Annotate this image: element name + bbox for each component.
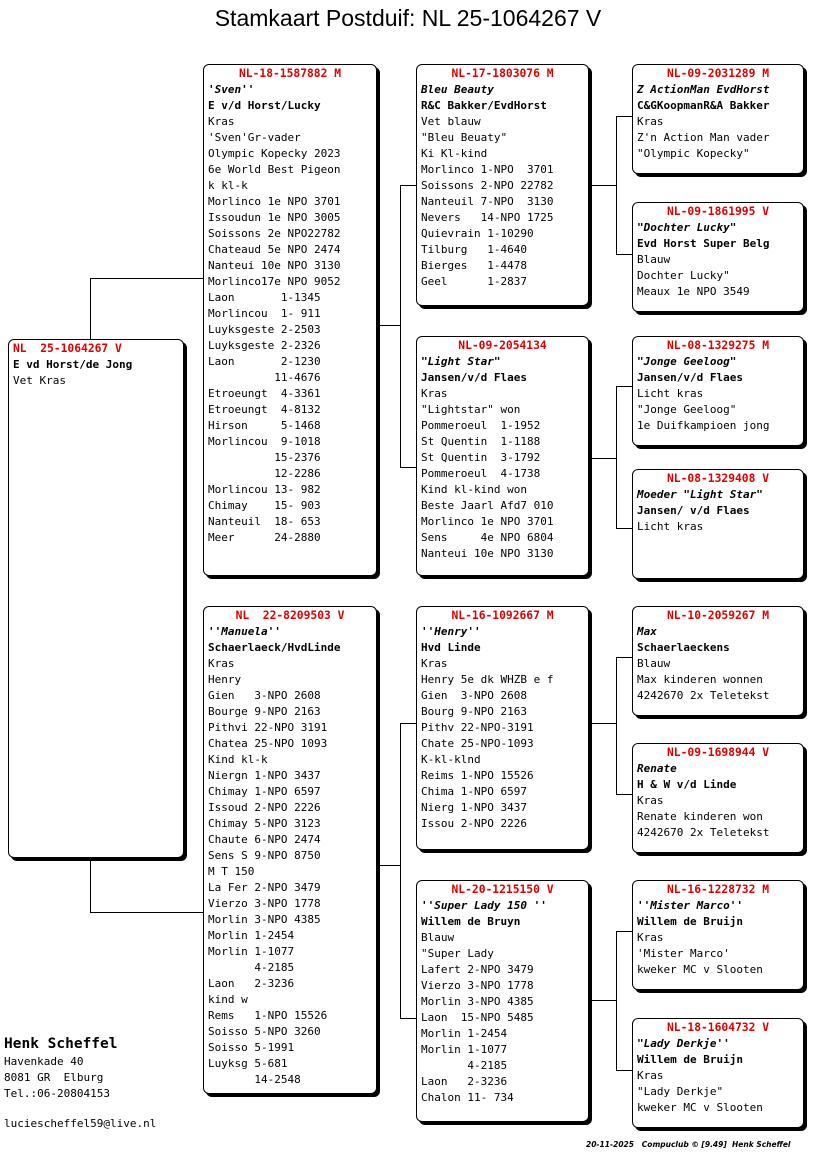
mmm-breeder: Willem de Bruijn — [637, 1053, 743, 1066]
fmf-breeder: Jansen/v/d Flaes — [637, 371, 743, 384]
detail-line: Nanteuil 7-NPO 3130 — [421, 195, 554, 208]
detail-line: Chate 25-NPO-1093 — [421, 737, 534, 750]
owner-name: Henk Scheffel — [4, 1036, 118, 1052]
ff-ring: NL-17-1803076 M — [451, 67, 554, 80]
father-breeder: E v/d Horst/Lucky — [208, 99, 321, 112]
detail-line: Beste Jaarl Afd7 010 — [421, 499, 554, 512]
detail-line: Pommeroeul 1-1952 — [421, 419, 541, 432]
detail-line: Lafert 2-NPO 3479 — [421, 963, 534, 976]
owner-address: Havenkade 40 — [4, 1055, 84, 1068]
detail-line: Laon 2-1230 — [208, 355, 321, 368]
fmm-name: Moeder "Light Star" — [637, 488, 763, 501]
detail-line: Henry — [208, 673, 242, 686]
detail-line: Bourg 9-NPO 2163 — [421, 705, 527, 718]
detail-line: St Quentin 1-1188 — [421, 435, 541, 448]
mm-details — [421, 930, 584, 1106]
detail-line: 11-4676 — [208, 371, 321, 384]
detail-line: Henry 5e dk WHZB e f — [421, 673, 554, 686]
detail-line: Max kinderen wonnen — [637, 673, 763, 686]
detail-line: Ki Kl-kind — [421, 147, 488, 160]
mother-breeder: Schaerlaeck/HvdLinde — [208, 641, 341, 654]
detail-line: 'Mister Marco' — [637, 947, 730, 960]
detail-line: "Super Lady — [421, 947, 494, 960]
mfm-ring: NL-09-1698944 V — [666, 746, 770, 759]
father-details — [208, 114, 372, 546]
detail-line: Issoud 2-NPO 2226 — [208, 801, 321, 814]
detail-line: St Quentin 3-1792 — [421, 451, 541, 464]
detail-line: Nanteui 10e NPO 3130 — [208, 259, 341, 272]
mf-name: ''Henry'' — [421, 625, 481, 638]
detail-line: Issoudun 1e NPO 3005 — [208, 211, 341, 224]
detail-line: kweker MC v Slooten — [637, 1101, 763, 1114]
detail-line: Licht kras — [637, 520, 704, 533]
detail-line: Kind kl-kind won — [421, 483, 527, 496]
detail-line: Chimay 1-NPO 6597 — [208, 785, 321, 798]
mmf-details — [637, 930, 799, 978]
detail-line: Rems 1-NPO 15526 — [208, 1009, 328, 1022]
detail-line: Gien 3-NPO 2608 — [421, 689, 527, 702]
detail-line: Morlinco17e NPO 9052 — [208, 275, 341, 288]
detail-line: Etroeungt 4-3361 — [208, 387, 321, 400]
mmf-breeder: Willem de Bruijn — [637, 915, 743, 928]
subject-line: Vet Kras — [13, 374, 66, 387]
detail-line: Issou 2-NPO 2226 — [421, 817, 527, 830]
detail-line: Bourge 9-NPO 2163 — [208, 705, 321, 718]
mf-card[interactable] — [416, 606, 589, 850]
father-ring: NL-18-1587882 M — [238, 67, 342, 80]
detail-line: Chaute 6-NPO 2474 — [208, 833, 321, 846]
detail-line: 1e Duifkampioen jong — [637, 419, 770, 432]
detail-line: Laon 15-NPO 5485 — [421, 1011, 534, 1024]
owner-city: 8081 GR Elburg — [4, 1071, 104, 1084]
detail-line: Soisso 5-1991 — [208, 1041, 295, 1054]
detail-line: kind w — [208, 993, 248, 1006]
page-title: Stamkaart Postduif: NL 25-1064267 V — [214, 5, 602, 31]
detail-line: 15-2376 — [208, 451, 321, 464]
detail-line: Geel 1-2837 — [421, 275, 527, 288]
detail-line: La Fer 2-NPO 3479 — [208, 881, 321, 894]
detail-line: Soissons 2e NPO22782 — [208, 227, 341, 240]
subject-ring: NL 25-1064267 V — [13, 342, 122, 355]
ffm-ring: NL-09-1861995 V — [666, 205, 770, 218]
detail-line: Hirson 5-1468 — [208, 419, 321, 432]
detail-line: Morlin 1-2454 — [208, 929, 295, 942]
owner-block — [4, 1034, 156, 1132]
detail-line: "Bleu Beuaty" — [421, 131, 508, 144]
mm-breeder: Willem de Bruyn — [421, 915, 521, 928]
detail-line: Morlin 3-NPO 4385 — [421, 995, 534, 1008]
subject-card[interactable] — [8, 339, 184, 858]
detail-line: Dochter Lucky" — [637, 269, 730, 282]
ff-card[interactable] — [416, 64, 589, 306]
detail-line: Chimay 5-NPO 3123 — [208, 817, 321, 830]
detail-line: Pommeroeul 4-1738 — [421, 467, 541, 480]
detail-line: Kras — [421, 657, 448, 670]
subject-line: E vd Horst/de Jong — [13, 358, 133, 371]
fmf-ring: NL-08-1329275 M — [666, 339, 770, 352]
fmm-card[interactable] — [632, 469, 804, 579]
fm-breeder: Jansen/v/d Flaes — [421, 371, 527, 384]
fff-breeder: C&GKoopmanR&A Bakker — [637, 99, 770, 112]
detail-line: Nevers 14-NPO 1725 — [421, 211, 554, 224]
fmm-ring: NL-08-1329408 V — [666, 472, 770, 485]
detail-line: Blauw — [637, 657, 671, 670]
detail-line: Chatea 25-NPO 1093 — [208, 737, 328, 750]
fmf-details — [637, 386, 799, 434]
detail-line: Soisso 5-NPO 3260 — [208, 1025, 321, 1038]
detail-line: K-kl-klnd — [421, 753, 481, 766]
detail-line: Z'n Action Man vader — [637, 131, 770, 144]
detail-line: Luyksg 5-681 — [208, 1057, 288, 1070]
detail-line: Chateaud 5e NPO 2474 — [208, 243, 341, 256]
detail-line: Reims 1-NPO 15526 — [421, 769, 534, 782]
detail-line: "Lightstar" won — [421, 403, 521, 416]
detail-line: Renate kinderen won — [637, 810, 763, 823]
fm-card[interactable] — [416, 336, 589, 576]
detail-line: Olympic Kopecky 2023 — [208, 147, 341, 160]
mmf-ring: NL-16-1228732 M — [666, 883, 770, 896]
mfm-card[interactable] — [632, 743, 804, 853]
mfm-breeder: H & W v/d Linde — [637, 778, 737, 791]
detail-line: Morlinco 1e NPO 3701 — [208, 195, 341, 208]
mff-breeder: Schaerlaeckens — [637, 641, 730, 654]
detail-line: 4242670 2x Teletekst — [637, 826, 770, 839]
detail-line: 6e World Best Pigeon — [208, 163, 341, 176]
fff-name: Z ActionMan EvdHorst — [637, 83, 770, 96]
father-name: 'Sven'' — [208, 83, 255, 96]
mmf-name: ''Mister Marco'' — [637, 899, 743, 912]
ffm-breeder: Evd Horst Super Belg — [637, 237, 770, 250]
detail-line: kweker MC v Slooten — [637, 963, 763, 976]
mff-card[interactable] — [632, 606, 804, 716]
detail-line: Kras — [208, 657, 235, 670]
detail-line: Niergn 1-NPO 3437 — [208, 769, 321, 782]
detail-line: Morlincou 9-1018 — [208, 435, 321, 448]
fff-ring: NL-09-2031289 M — [666, 67, 770, 80]
detail-line: Chima 1-NPO 6597 — [421, 785, 527, 798]
detail-line: Blauw — [637, 253, 671, 266]
detail-line: Pithv 22-NPO-3191 — [421, 721, 534, 734]
detail-line: Gien 3-NPO 2608 — [208, 689, 321, 702]
fm-name: "Light Star" — [421, 355, 501, 368]
detail-line: Luyksgeste 2-2503 — [208, 323, 321, 336]
detail-line: Pithvi 22-NPO 3191 — [208, 721, 328, 734]
detail-line: Laon 2-3236 — [208, 977, 295, 990]
ff-details — [421, 114, 584, 290]
detail-line: "Jonge Geeloog" — [637, 403, 737, 416]
mm-ring: NL-20-1215150 V — [451, 883, 554, 896]
fm-details — [421, 386, 584, 562]
fm-ring: NL-09-2054134 — [458, 339, 547, 352]
mff-ring: NL-10-2059267 M — [666, 609, 770, 622]
detail-line: Sens 4e NPO 6804 — [421, 531, 554, 544]
detail-line: Morlinco 1e NPO 3701 — [421, 515, 554, 528]
mm-name: ''Super Lady 150 '' — [421, 899, 547, 912]
detail-line: Morlincou 13- 982 — [208, 483, 321, 496]
detail-line: Nanteuil 18- 653 — [208, 515, 321, 528]
detail-line: M T 150 — [208, 865, 255, 878]
fff-details — [637, 114, 799, 162]
fmm-breeder: Jansen/ v/d Flaes — [637, 504, 750, 517]
detail-line: Kind kl-k — [208, 753, 268, 766]
detail-line: Sens S 9-NPO 8750 — [208, 849, 321, 862]
detail-line: Morlin 1-1077 — [421, 1043, 508, 1056]
mf-breeder: Hvd Linde — [421, 641, 481, 654]
fmm-details — [637, 519, 799, 535]
detail-line: Meaux 1e NPO 3549 — [637, 285, 750, 298]
detail-line: Licht kras — [637, 387, 704, 400]
ff-breeder: R&C Bakker/EvdHorst — [421, 99, 547, 112]
detail-line: Morlinco 1-NPO 3701 — [421, 163, 554, 176]
detail-line: Blauw — [421, 931, 455, 944]
detail-line: Chimay 15- 903 — [208, 499, 321, 512]
detail-line: Bierges 1-4478 — [421, 259, 527, 272]
detail-line: Vierzo 3-NPO 1778 — [208, 897, 321, 910]
detail-line: "Olympic Kopecky" — [637, 147, 750, 160]
mother-card[interactable] — [203, 606, 377, 1094]
mfm-details — [637, 793, 799, 841]
detail-line: k kl-k — [208, 179, 248, 192]
detail-line: 'Sven'Gr-vader — [208, 131, 301, 144]
mf-details — [421, 656, 584, 832]
detail-line: Morlin 3-NPO 4385 — [208, 913, 321, 926]
detail-line: Morlin 1-2454 — [421, 1027, 508, 1040]
mother-name: ''Manuela'' — [208, 625, 281, 638]
mother-ring: NL 22-8209503 V — [235, 609, 345, 622]
mff-details — [637, 656, 799, 704]
detail-line: Morlin 1-1077 — [208, 945, 295, 958]
ff-name: Bleu Beauty — [421, 83, 494, 96]
fff-card[interactable] — [632, 64, 804, 174]
ffm-card[interactable] — [632, 202, 804, 312]
detail-line: 4-2185 — [421, 1059, 508, 1072]
mmm-card[interactable] — [632, 1018, 804, 1128]
detail-line: 4-2185 — [208, 961, 295, 974]
owner-phone: Tel.:06-20804153 — [4, 1087, 110, 1100]
detail-line: Laon 1-1345 — [208, 291, 321, 304]
detail-line: Quievrain 1-10290 — [421, 227, 534, 240]
detail-line: Nierg 1-NPO 3437 — [421, 801, 527, 814]
fmf-card[interactable] — [632, 336, 804, 446]
detail-line: Soissons 2-NPO 22782 — [421, 179, 554, 192]
detail-line: Etroeungt 4-8132 — [208, 403, 321, 416]
owner-email[interactable]: luciescheffel59@live.nl — [4, 1117, 157, 1130]
mff-name: Max — [637, 625, 657, 638]
mmm-details — [637, 1068, 799, 1116]
ffm-details — [637, 252, 799, 300]
mf-ring: NL-16-1092667 M — [451, 609, 554, 622]
father-card[interactable] — [203, 64, 377, 576]
detail-line: Nanteui 10e NPO 3130 — [421, 547, 554, 560]
detail-line: 12-2286 — [208, 467, 321, 480]
detail-line: Chalon 11- 734 — [421, 1091, 514, 1104]
detail-line: Meer 24-2880 — [208, 531, 321, 544]
detail-line: Kras — [637, 1069, 664, 1082]
detail-line: Tilburg 1-4640 — [421, 243, 527, 256]
mmm-name: "Lady Derkje'' — [637, 1037, 730, 1050]
mmf-card[interactable] — [632, 880, 804, 990]
detail-line: Vierzo 3-NPO 1778 — [421, 979, 534, 992]
detail-line: Luyksgeste 2-2326 — [208, 339, 321, 352]
detail-line: Laon 2-3236 — [421, 1075, 508, 1088]
detail-line: 4242670 2x Teletekst — [637, 689, 770, 702]
mm-card[interactable] — [416, 880, 589, 1122]
detail-line: Kras — [637, 931, 664, 944]
mfm-name: Renate — [637, 762, 677, 775]
fmf-name: "Jonge Geeloog" — [637, 355, 737, 368]
mother-details — [208, 656, 372, 1088]
detail-line: 14-2548 — [208, 1073, 301, 1086]
detail-line: Kras — [421, 387, 448, 400]
detail-line: Kras — [208, 115, 235, 128]
mmm-ring: NL-18-1604732 V — [666, 1021, 770, 1034]
ffm-name: "Dochter Lucky" — [637, 221, 737, 234]
detail-line: Morlincou 1- 911 — [208, 307, 321, 320]
detail-line: Vet blauw — [421, 115, 481, 128]
detail-line: "Lady Derkje" — [637, 1085, 724, 1098]
footer: 20-11-2025 Compuclub © [9.49] Henk Scheffel — [586, 1140, 791, 1149]
detail-line: Kras — [637, 115, 664, 128]
detail-line: Kras — [637, 794, 664, 807]
